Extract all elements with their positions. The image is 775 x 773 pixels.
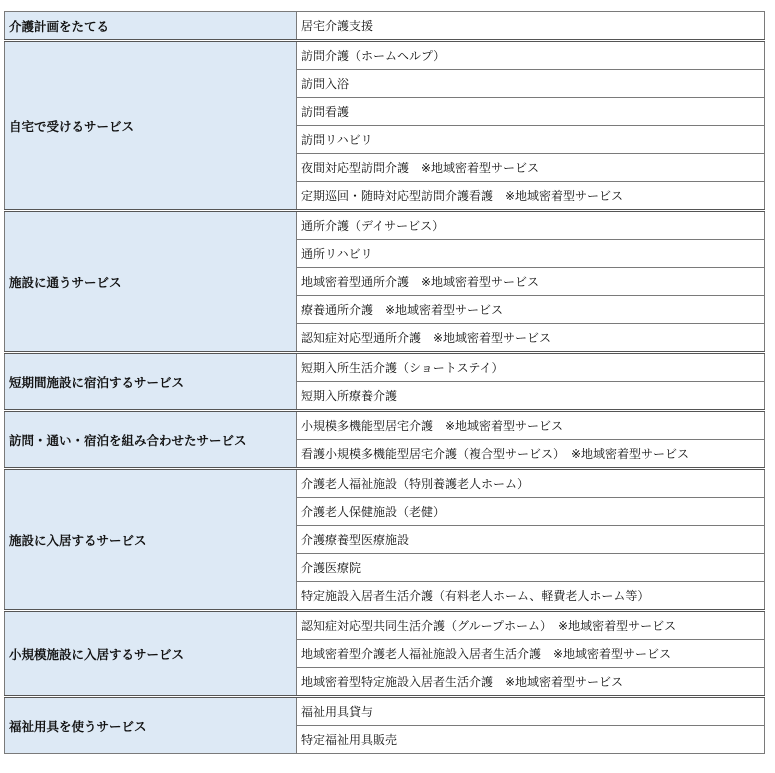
table-row	[5, 411, 765, 440]
service-cell: 認知症対応型共同生活介護（グループホーム） ※地域密着型サービス	[297, 611, 765, 640]
table-row	[5, 353, 765, 382]
service-cell: 通所リハビリ	[297, 240, 765, 268]
service-cell: 訪問介護（ホームヘルプ）	[297, 41, 765, 70]
service-cell: 介護療養型医療施設	[297, 526, 765, 554]
category-cell: 介護計画をたてる	[5, 12, 297, 41]
service-cell: 居宅介護支援	[297, 12, 765, 41]
table-row	[5, 41, 765, 70]
service-cell: 介護医療院	[297, 554, 765, 582]
table-row	[5, 12, 765, 41]
care-service-table	[4, 11, 765, 754]
service-cell: 介護老人福祉施設（特別養護老人ホーム）	[297, 469, 765, 498]
category-cell: 施設に通うサービス	[5, 211, 297, 353]
service-table-container	[4, 11, 765, 754]
service-cell: 療養通所介護 ※地域密着型サービス	[297, 296, 765, 324]
service-cell: 地域密着型介護老人福祉施設入居者生活介護 ※地域密着型サービス	[297, 640, 765, 668]
service-cell: 夜間対応型訪問介護 ※地域密着型サービス	[297, 154, 765, 182]
service-cell: 看護小規模多機能型居宅介護（複合型サービス） ※地域密着型サービス	[297, 440, 765, 469]
category-cell: 小規模施設に入居するサービス	[5, 611, 297, 697]
table-row	[5, 469, 765, 498]
service-cell: 特定福祉用具販売	[297, 726, 765, 754]
table-row	[5, 211, 765, 240]
service-cell: 短期入所療養介護	[297, 382, 765, 411]
service-cell: 認知症対応型通所介護 ※地域密着型サービス	[297, 324, 765, 353]
service-cell: 訪問リハビリ	[297, 126, 765, 154]
table-row	[5, 611, 765, 640]
service-cell: 地域密着型特定施設入居者生活介護 ※地域密着型サービス	[297, 668, 765, 697]
table-body	[5, 12, 765, 754]
service-cell: 福祉用具貸与	[297, 697, 765, 726]
service-cell: 通所介護（デイサービス）	[297, 211, 765, 240]
service-cell: 訪問入浴	[297, 70, 765, 98]
table-row	[5, 697, 765, 726]
service-cell: 介護老人保健施設（老健）	[297, 498, 765, 526]
category-cell: 自宅で受けるサービス	[5, 41, 297, 211]
category-cell: 施設に入居するサービス	[5, 469, 297, 611]
category-cell: 短期間施設に宿泊するサービス	[5, 353, 297, 411]
category-cell: 訪問・通い・宿泊を組み合わせたサービス	[5, 411, 297, 469]
service-cell: 小規模多機能型居宅介護 ※地域密着型サービス	[297, 411, 765, 440]
service-cell: 定期巡回・随時対応型訪問介護看護 ※地域密着型サービス	[297, 182, 765, 211]
service-cell: 短期入所生活介護（ショートステイ）	[297, 353, 765, 382]
service-cell: 地域密着型通所介護 ※地域密着型サービス	[297, 268, 765, 296]
category-cell: 福祉用具を使うサービス	[5, 697, 297, 754]
service-cell: 訪問看護	[297, 98, 765, 126]
service-cell: 特定施設入居者生活介護（有料老人ホーム、軽費老人ホーム等）	[297, 582, 765, 611]
